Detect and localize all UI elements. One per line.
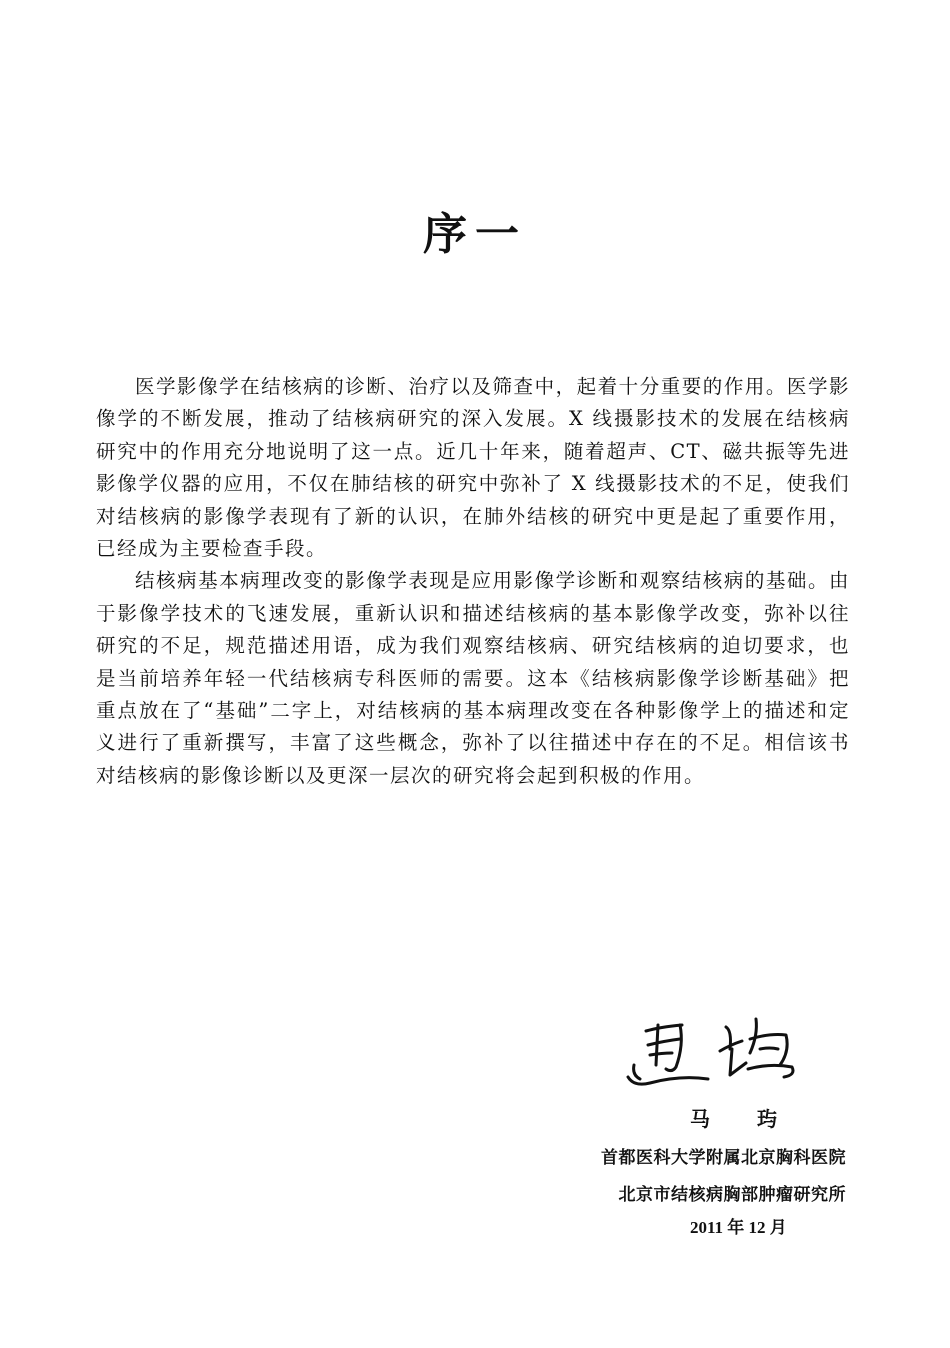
author-affiliation-hospital: 首都医科大学附属北京胸科医院 <box>601 1148 846 1168</box>
author-name: 马 玙 <box>690 1107 797 1131</box>
author-affiliation-institute: 北京市结核病胸部肿瘤研究所 <box>618 1185 846 1205</box>
preface-body <box>96 371 850 792</box>
handwritten-signature <box>620 1005 810 1095</box>
page-title: 序一 <box>423 209 527 260</box>
paragraph-1: 医学影像学在结核病的诊断、治疗以及筛查中，起着十分重要的作用。医学影像学的不断发展，推动了结核病研究的深入发展。X 线摄影技术的发展在结核病研究中的作用充分地说明了这一点。近几十年来，随着超声、CT、磁共振等先进影像学仪器的应用，不仅在肺结核的研究中弥补了 X 线摄影技术的不足，使我们对结核病的影像学表现有了新的认识，在肺外结核的研究中更是起了重要作用，已经成为主要检查手段。 <box>96 375 850 561</box>
paragraph-2: 结核病基本病理改变的影像学表现是应用影像学诊断和观察结核病的基础。由于影像学技术的飞速发展，重新认识和描述结核病的基本影像学改变，弥补以往研究的不足，规范描述用语，成为我们观察结核病、研究结核病的迫切要求，也是当前培养年轻一代结核病专科医师的需要。这本《结核病影像学诊断基础》把重点放在了“基础”二字上，对结核病的基本病理改变在各种影像学上的描述和定义进行了重新撰写，丰富了这些概念，弥补了以往描述中存在的不足。相信该书对结核病的影像诊断以及更深一层次的研究将会起到积极的作用。 <box>96 569 850 787</box>
preface-date: 2011 年 12 月 <box>690 1218 787 1237</box>
